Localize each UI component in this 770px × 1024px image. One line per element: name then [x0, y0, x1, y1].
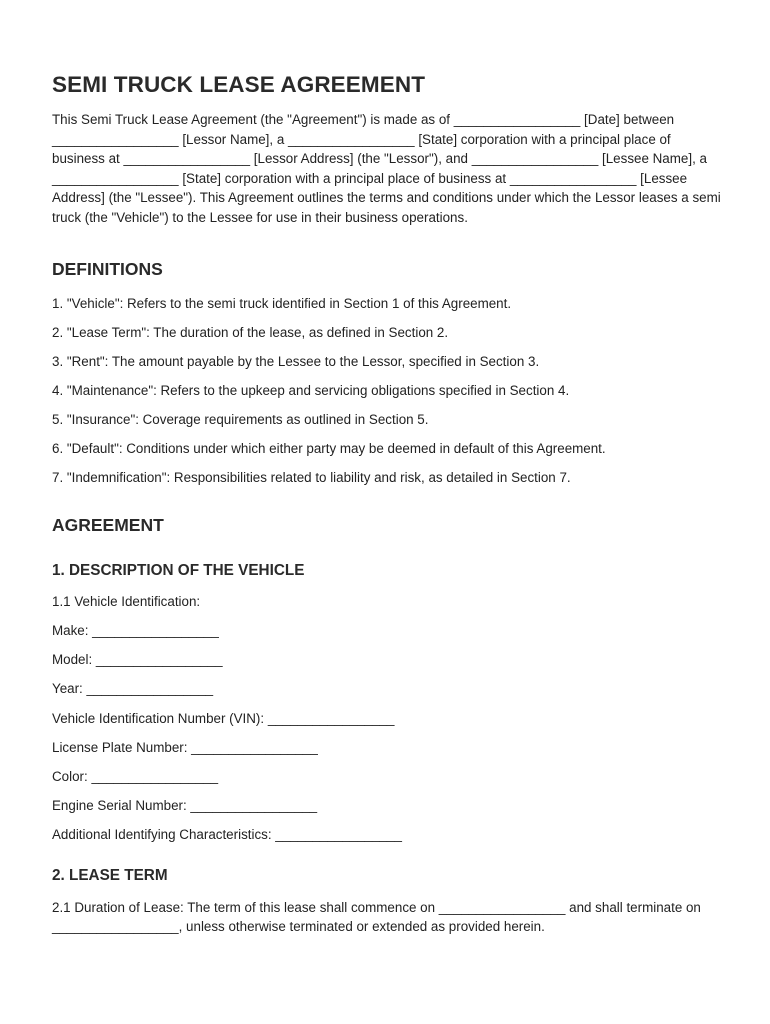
field-engine-serial: Engine Serial Number: _________________ [52, 797, 318, 813]
field-license-plate: License Plate Number: _________________ [52, 739, 318, 755]
field-color: Color: _________________ [52, 768, 219, 784]
vehicle-fields-list [52, 621, 730, 844]
definitions-heading: DEFINITIONS [52, 258, 163, 279]
definition-item: 6. "Default": Conditions under which either party may be deemed in default of this Agreement. [52, 441, 606, 457]
vehicle-identification-label: 1.1 Vehicle Identification: [52, 594, 201, 610]
definition-item: 2. "Lease Term": The duration of the lease, as defined in Section 2. [52, 324, 449, 340]
field-year: Year: _________________ [52, 681, 214, 697]
document-title: SEMI TRUCK LEASE AGREEMENT [52, 72, 426, 97]
section-2-heading: 2. LEASE TERM [52, 866, 168, 884]
definitions-list [52, 294, 730, 488]
intro-paragraph: This Semi Truck Lease Agreement (the "Agreement") is made as of _________________ [Date] between _________________ [Lessor Name], a _________________ [State] corporation with a principal place of business at _________________ [Lessor Address] (the "Lessor"), and _________________ [Lessee Name], a _________________ [State] corporation with a principal place of business at _________________ [Lessee Address] (the "Lessee"). This Agreement outlines the terms and conditions under which the Lessor leases a semi truck (the "Vehicle") to the Lessee for use in their business operations. [52, 112, 721, 225]
field-model: Model: _________________ [52, 652, 223, 668]
field-vin: Vehicle Identification Number (VIN): _________________ [52, 710, 395, 726]
agreement-heading: AGREEMENT [52, 515, 164, 536]
lease-duration-paragraph: 2.1 Duration of Lease: The term of this lease shall commence on _________________ and shall terminate on _________________, unless otherwise terminated or extended as provided herein. [52, 899, 701, 935]
definition-item: 5. "Insurance": Coverage requirements as outlined in Section 5. [52, 411, 429, 427]
definition-item: 7. "Indemnification": Responsibilities related to liability and risk, as detailed in Section 7. [52, 470, 571, 486]
section-1-heading: 1. DESCRIPTION OF THE VEHICLE [52, 562, 305, 580]
field-additional-characteristics: Additional Identifying Characteristics: _________________ [52, 826, 402, 842]
definition-item: 1. "Vehicle": Refers to the semi truck identified in Section 1 of this Agreement. [52, 295, 512, 311]
definition-item: 3. "Rent": The amount payable by the Lessee to the Lessor, specified in Section 3. [52, 353, 540, 369]
field-make: Make: _________________ [52, 623, 219, 639]
definition-item: 4. "Maintenance": Refers to the upkeep and servicing obligations specified in Section 4. [52, 382, 570, 398]
